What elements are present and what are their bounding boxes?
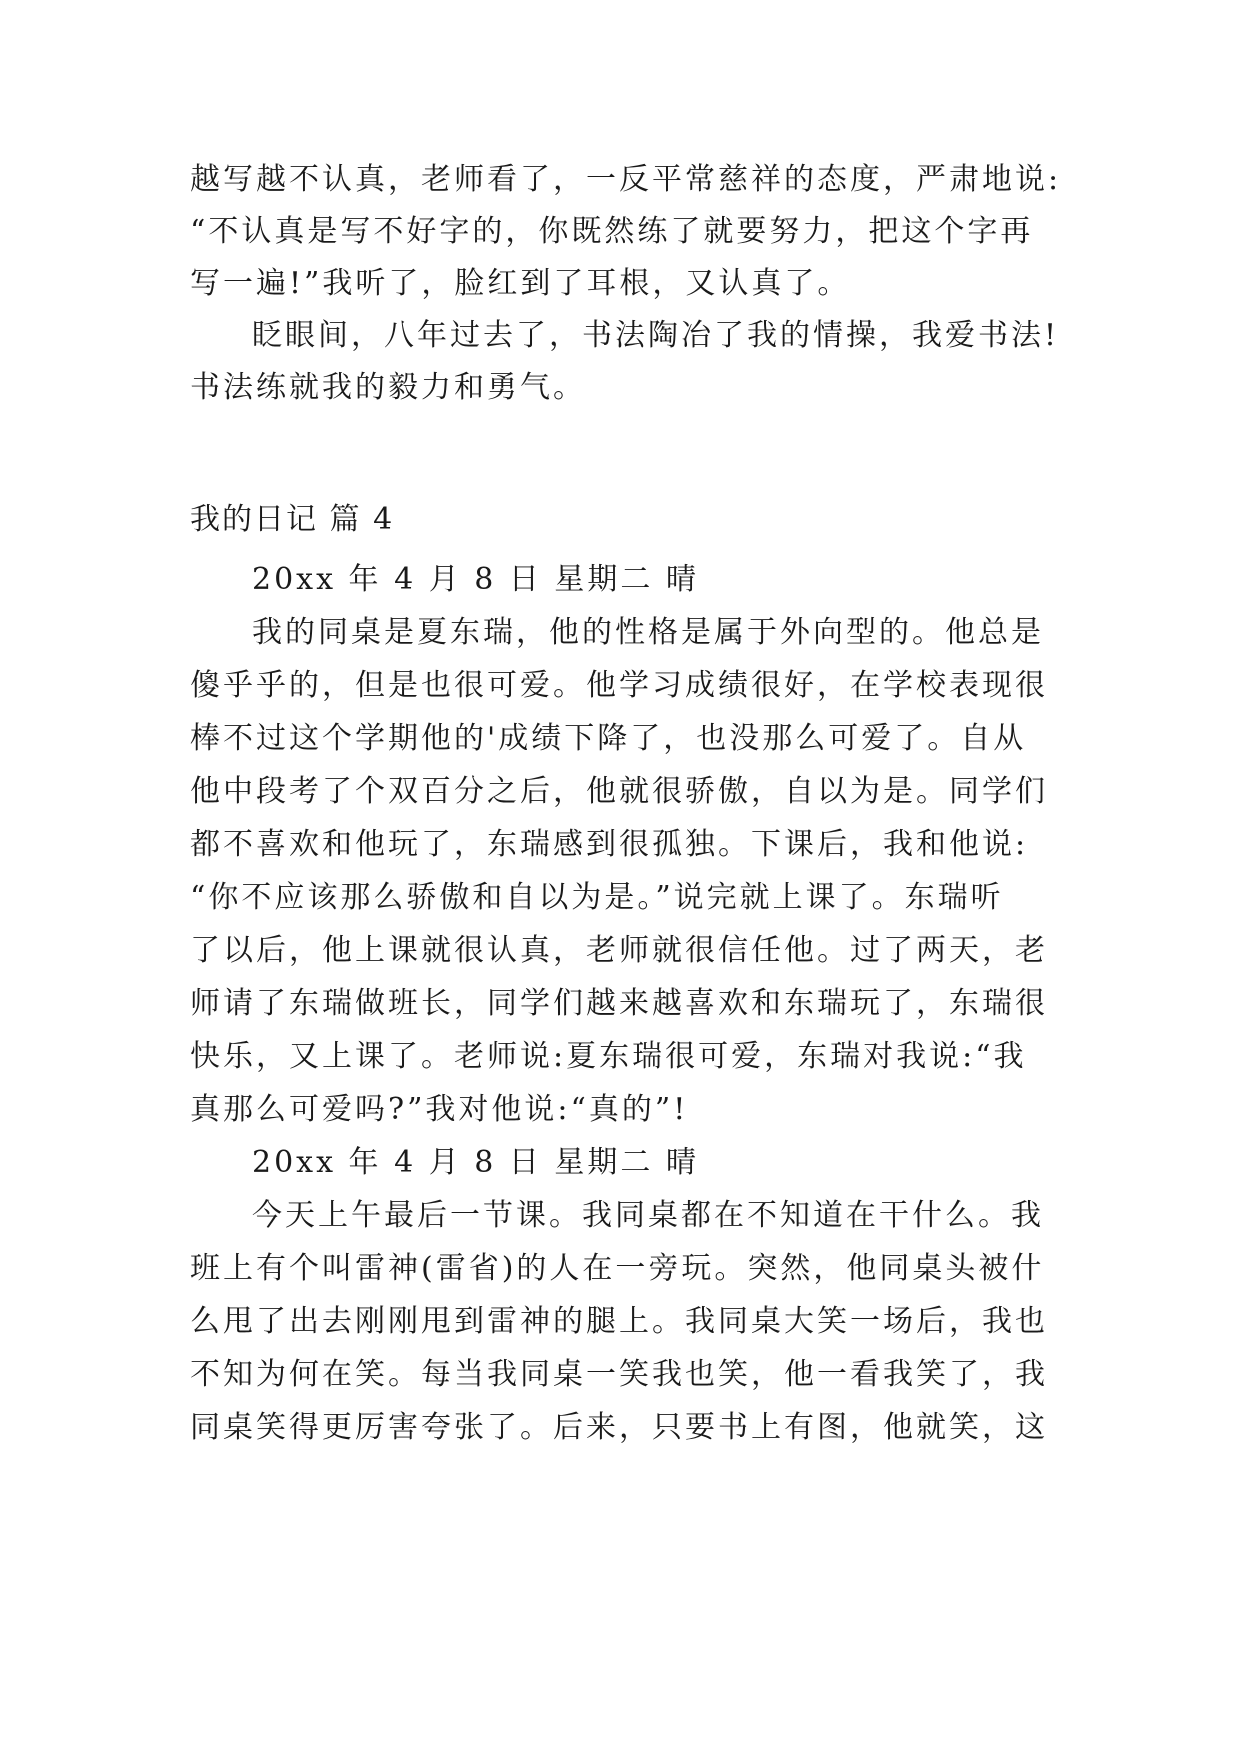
- entry-date: 20xx 年 4 月 8 日 星期二 晴: [252, 1145, 699, 1180]
- entry-date: 20xx 年 4 月 8 日 星期二 晴: [252, 562, 699, 597]
- paragraph-line: “不认真是写不好字的，你既然练了就要努力，把这个字再: [190, 214, 1034, 249]
- paragraph-line: 眨眼间，八年过去了，书法陶冶了我的情操，我爱书法!: [252, 318, 1060, 353]
- paragraph-line: 我的同桌是夏东瑞，他的性格是属于外向型的。他总是: [252, 615, 1044, 650]
- paragraph-line: 班上有个叫雷神(雷省)的人在一旁玩。突然，他同桌头被什: [190, 1251, 1045, 1286]
- paragraph-line: 书法练就我的毅力和勇气。: [190, 370, 586, 405]
- paragraph-line: 不知为何在笑。每当我同桌一笑我也笑，他一看我笑了，我: [190, 1357, 1048, 1392]
- paragraph-line: 傻乎乎的，但是也很可爱。他学习成绩很好，在学校表现很: [190, 668, 1048, 703]
- paragraph-line: 师请了东瑞做班长，同学们越来越喜欢和东瑞玩了，东瑞很: [190, 986, 1048, 1021]
- paragraph-line: 快乐，又上课了。老师说:夏东瑞很可爱，东瑞对我说:“我: [190, 1039, 1027, 1074]
- paragraph-line: 写一遍!”我听了，脸红到了耳根，又认真了。: [190, 266, 851, 301]
- paragraph-line: 他中段考了个双百分之后，他就很骄傲，自以为是。同学们: [190, 774, 1048, 809]
- paragraph-line: 么甩了出去刚刚甩到雷神的腿上。我同桌大笑一场后，我也: [190, 1304, 1048, 1339]
- paragraph-line: 今天上午最后一节课。我同桌都在不知道在干什么。我: [252, 1198, 1044, 1233]
- paragraph-line: “你不应该那么骄傲和自以为是。”说完就上课了。东瑞听: [190, 880, 1004, 915]
- paragraph-line: 都不喜欢和他玩了，东瑞感到很孤独。下课后，我和他说:: [190, 827, 1029, 862]
- paragraph-line: 了以后，他上课就很认真，老师就很信任他。过了两天，老: [190, 933, 1048, 968]
- paragraph-line: 真那么可爱吗?”我对他说:“真的”!: [190, 1092, 689, 1127]
- paragraph-line: 越写越不认真，老师看了，一反平常慈祥的态度，严肃地说:: [190, 162, 1062, 197]
- paragraph-line: 同桌笑得更厉害夸张了。后来，只要书上有图，他就笑，这: [190, 1410, 1048, 1445]
- section-title: 我的日记 篇 4: [190, 502, 395, 537]
- paragraph-line: 棒不过这个学期他的'成绩下降了，也没那么可爱了。自从: [190, 721, 1027, 756]
